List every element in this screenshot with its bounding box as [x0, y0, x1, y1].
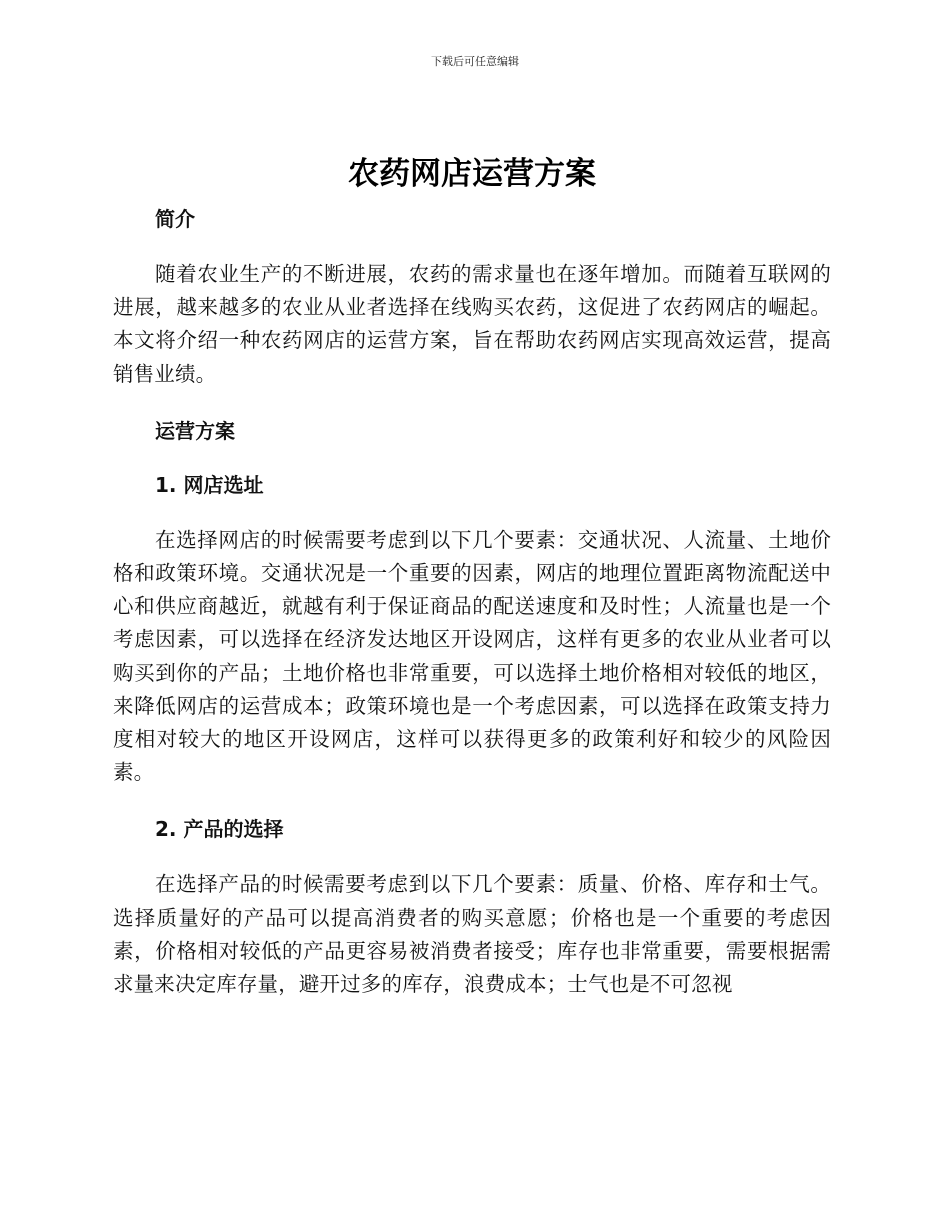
section-heading-operation-plan: 运营方案: [155, 418, 235, 443]
document-content: [113, 153, 831, 1001]
paragraph-introduction: 随着农业生产的不断进展，农药的需求量也在逐年增加。而随着互联网的进展，越来越多的农业从业者选择在线购买农药，这促进了农药网店的崛起。本文将介绍一种农药网店的运营方案，旨在帮助农药网店实现高效运营，提高销售业绩。: [113, 262, 831, 386]
section-heading-product-selection: 2. 产品的选择: [155, 817, 284, 842]
paragraph-product-selection: 在选择产品的时候需要考虑到以下几个要素：质量、价格、库存和士气。选择质量好的产品可以提高消费者的购买意愿；价格也是一个重要的考虑因素，价格相对较低的产品更容易被消费者接受；库存也非常重要，需要根据需求量来决定库存量，避开过多的库存，浪费成本；士气也是不可忽视: [113, 872, 831, 997]
page-header-note: 下载后可任意编辑: [431, 55, 519, 68]
document-title: 农药网店运营方案: [348, 156, 596, 192]
section-heading-store-location: 1. 网店选址: [155, 472, 264, 497]
section-heading-introduction: 简介: [155, 207, 195, 231]
paragraph-store-location: 在选择网店的时候需要考虑到以下几个要素：交通状况、人流量、土地价格和政策环境。交通状况是一个重要的因素，网店的地理位置距离物流配送中心和供应商越近，就越有利于保证商品的配送速度和及时性；人流量也是一个考虑因素，可以选择在经济发达地区开设网店，这样有更多的农业从业者可以购买到你的产品；土地价格也非常重要，可以选择土地价格相对较低的地区，来降低网店的运营成本；政策环境也是一个考虑因素，可以选择在政策支持力度相对较大的地区开设网店，这样可以获得更多的政策利好和较少的风险因素。: [113, 527, 831, 785]
